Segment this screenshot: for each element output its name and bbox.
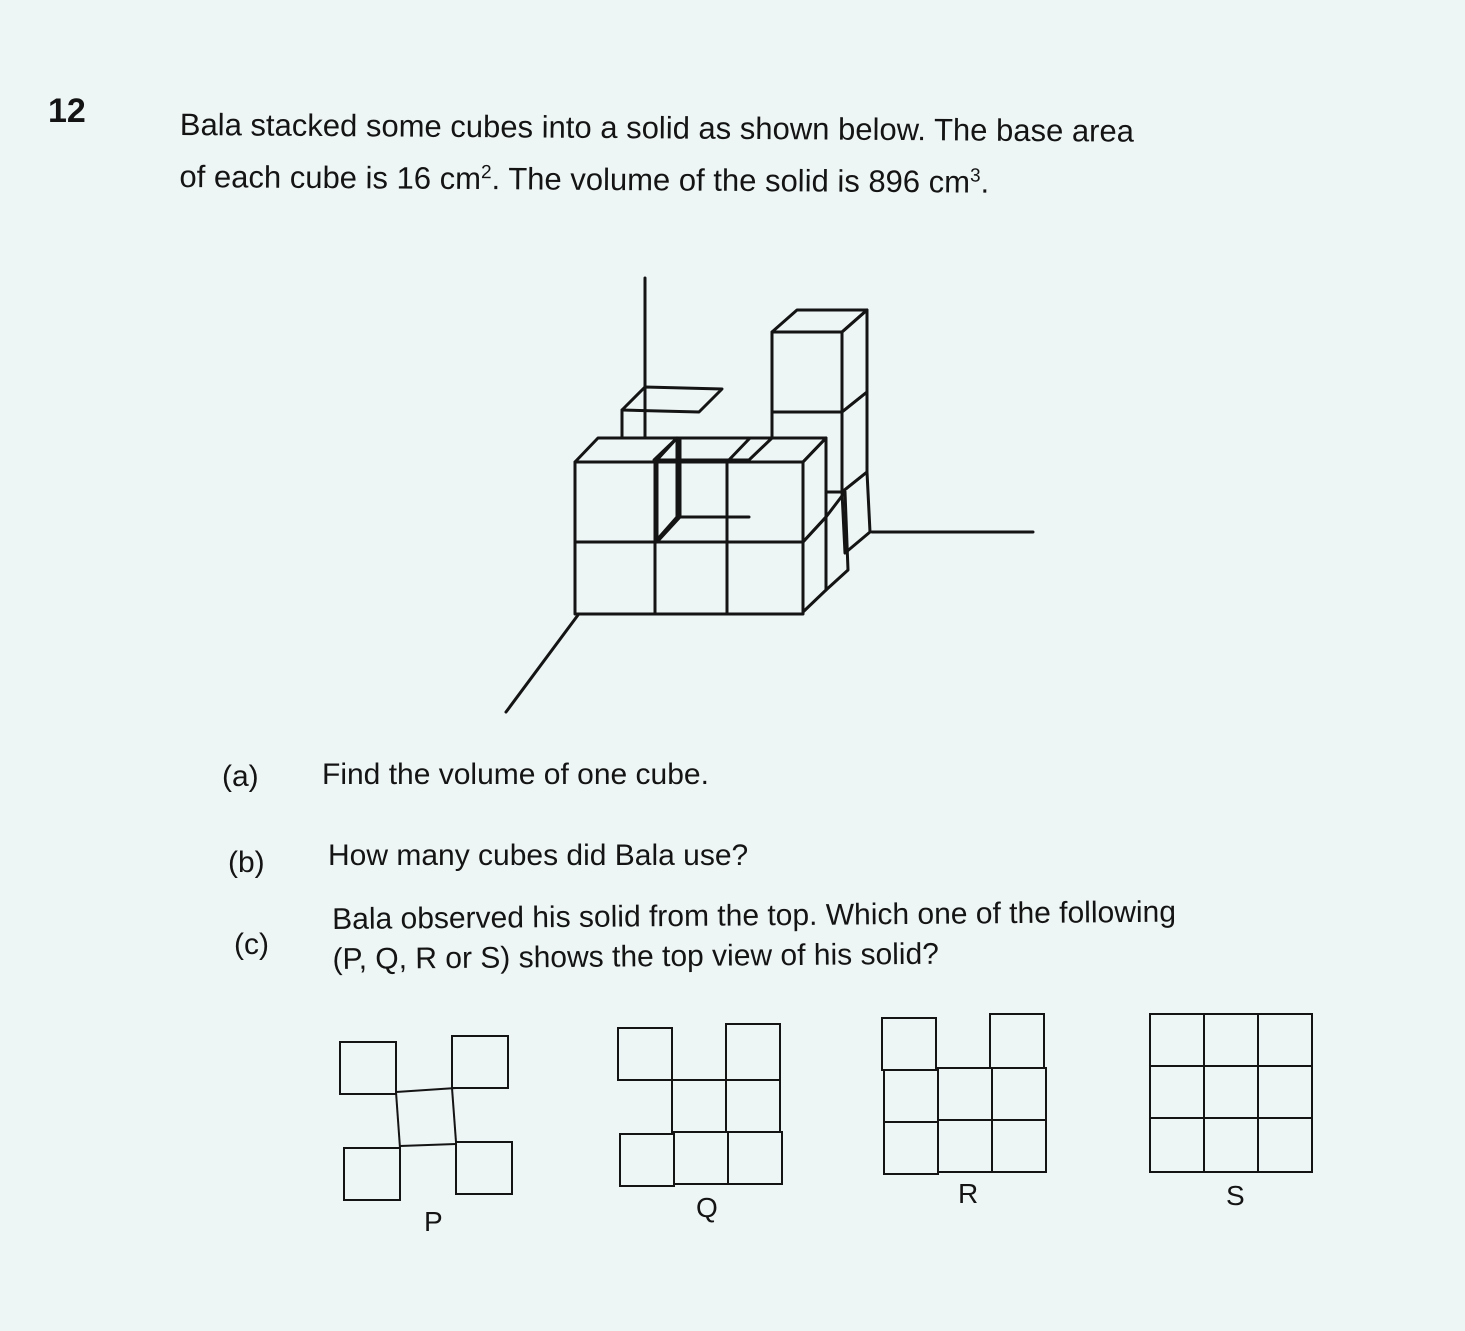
grid-cell [456,1142,512,1194]
stem-text: of each cube is 16 cm [179,158,482,197]
grid-cell [884,1122,938,1174]
grid-outline [1150,1014,1312,1172]
option-p-label: P [424,1206,443,1237]
grid-cell [344,1148,400,1200]
stem-text: . The volume of the solid is 896 cm [491,161,971,200]
option-q-grid [618,1024,782,1186]
stem-superscript: 3 [970,165,981,187]
part-c-line-1: Bala observed his solid from the top. Which one of the following [332,895,1177,936]
option-s-label: S [1226,1180,1245,1211]
grid-cell [992,1120,1046,1172]
option-r-grid [882,1014,1046,1174]
stem-text: . [980,164,990,200]
grid-cell [938,1068,992,1120]
grid-cell [672,1080,726,1132]
part-c-line-2: (P, Q, R or S) shows the top view of his solid? [332,937,940,976]
grid-cell [620,1134,674,1186]
grid-cell [674,1132,728,1184]
part-c-label: (c) [234,928,269,961]
question-number: 12 [48,92,86,130]
grid-cell [992,1068,1046,1120]
grid-cell [884,1070,938,1122]
grid-line [396,1092,400,1148]
stem-superscript: 2 [481,162,492,184]
option-s-grid [1150,1014,1312,1172]
option-q-label: Q [696,1192,718,1223]
grid-cell [726,1080,780,1132]
grid-cell [882,1018,936,1070]
part-a-label: (a) [222,760,259,793]
grid-cell [726,1024,780,1080]
grid-cell [340,1042,396,1094]
grid-cell [938,1120,992,1172]
option-p-grid [340,1036,512,1200]
part-b-text: How many cubes did Bala use? [328,839,749,872]
option-r-label: R [958,1178,979,1209]
grid-line [396,1088,456,1092]
grid-cell [452,1036,508,1088]
grid-cell [728,1132,782,1184]
stem-line-1: Bala stacked some cubes into a solid as shown below. The base area [179,106,1135,149]
grid-cell [990,1014,1044,1068]
grid-line [400,1144,456,1146]
part-b-label: (b) [228,846,265,879]
grid-line [452,1088,456,1142]
grid-cell [618,1028,672,1080]
part-a-text: Find the volume of one cube. [322,758,709,791]
